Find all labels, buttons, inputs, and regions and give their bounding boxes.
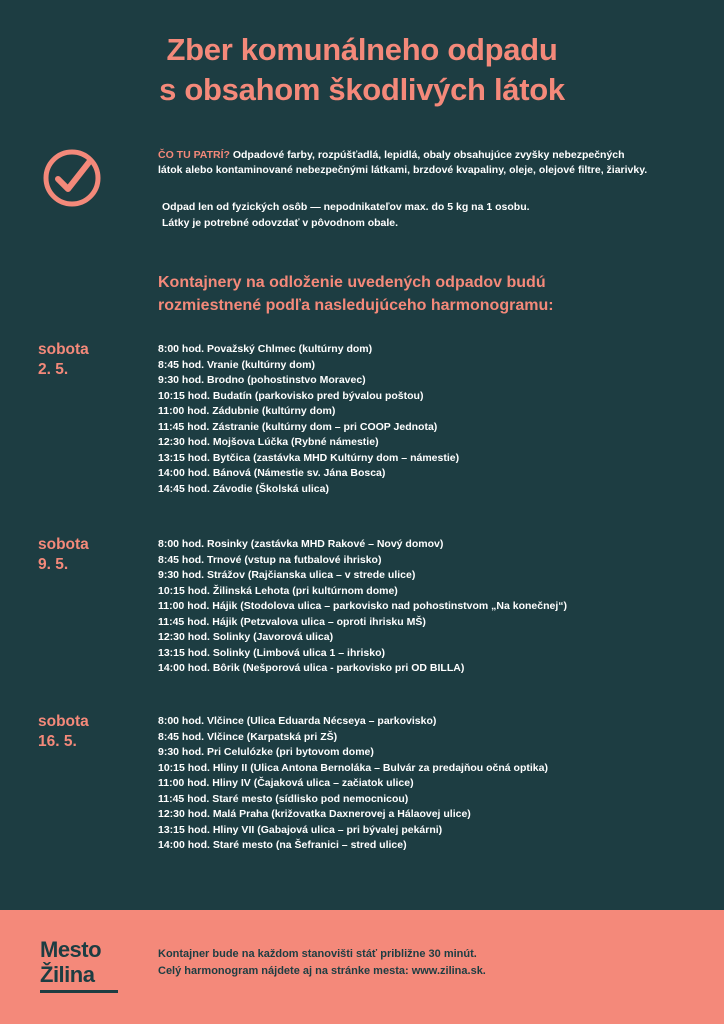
schedule-group-2-list: [158, 537, 698, 677]
city-logo: [40, 938, 118, 993]
schedule-group-1-list: [158, 342, 698, 497]
list-item: 13:15 hod. Hliny VII (Gabajová ulica – pri bývalej pekárni): [158, 823, 443, 836]
city-logo-underline: [40, 990, 118, 993]
intro-lead-label: ČO TU PATRÍ?: [158, 149, 230, 161]
schedule-group-2-date: [38, 535, 148, 575]
schedule-group-3-list: [158, 714, 698, 854]
list-item: 9:30 hod. Pri Celulózke (pri bytovom dome): [158, 746, 374, 759]
list-item: 11:00 hod. Hájik (Stodolova ulica – parkovisko nad pohostinstvom „Na konečnej“): [158, 600, 568, 613]
intro-lead: [158, 148, 648, 178]
list-item: 11:00 hod. Hliny IV (Čajaková ulica – začiatok ulice): [158, 777, 414, 790]
schedule-heading: [158, 272, 658, 317]
footer-bar: [0, 910, 724, 1024]
list-item: 9:30 hod. Strážov (Rajčianska ulica – v strede ulice): [158, 569, 416, 582]
list-item: 12:30 hod. Mojšova Lúčka (Rybné námestie): [158, 436, 379, 449]
list-item: 14:00 hod. Staré mesto (na Šefranici – stred ulice): [158, 839, 407, 852]
list-item: 13:15 hod. Bytčica (zastávka MHD Kultúrny dom – námestie): [158, 451, 460, 464]
schedule-group-2-day: sobota: [38, 536, 89, 553]
list-item: 11:45 hod. Staré mesto (sídlisko pod nemocnicou): [158, 792, 409, 805]
schedule-group-3-date-number: 16. 5.: [38, 733, 77, 751]
schedule-group-1-day: sobota: [38, 341, 89, 358]
page-title: [0, 0, 724, 109]
list-item: 8:45 hod. Vranie (kultúrny dom): [158, 358, 315, 371]
intro-lead-text: Odpadové farby, rozpúšťadlá, lepidlá, obaly obsahujúce zvyšky nebezpečných látok alebo kontaminované nebezpečnými látkami, brzdové kvapaliny, oleje, olejové filtre, žiarivky.: [158, 149, 648, 177]
schedule-group-1: [38, 340, 698, 500]
schedule-heading-line-2: rozmiestnené podľa nasledujúceho harmonogramu:: [158, 296, 554, 314]
list-item: 9:30 hod. Brodno (pohostinstvo Moravec): [158, 374, 366, 387]
list-item: 8:45 hod. Vlčince (Karpatská pri ZŠ): [158, 730, 338, 743]
checkmark-icon: [42, 148, 102, 208]
list-item: 8:00 hod. Rosinky (zastávka MHD Rakové – Nový domov): [158, 538, 444, 550]
list-item: 8:00 hod. Vlčince (Ulica Eduarda Nécseya – parkovisko): [158, 715, 437, 727]
title-line-2: s obsahom škodlivých látok: [159, 71, 565, 107]
city-logo-line-2: Žilina: [40, 961, 95, 987]
footer-text: [158, 946, 678, 980]
schedule-group-2: [38, 535, 698, 685]
title-line-1: Zber komunálneho odpadu: [166, 32, 558, 67]
footer-text-line-1: Kontajner bude na každom stanovišti stáť približne 30 minút.: [158, 948, 477, 960]
schedule-group-2-date-number: 9. 5.: [38, 556, 69, 574]
footer-text-line-2: Celý harmonogram nájdete aj na stránke mesta: www.zilina.sk.: [158, 965, 486, 978]
list-item: 12:30 hod. Malá Praha (križovatka Daxnerovej a Hálaovej ulice): [158, 808, 471, 821]
schedule-group-3-day: sobota: [38, 713, 89, 730]
schedule-group-1-date: [38, 340, 148, 380]
list-item: 12:30 hod. Solinky (Javorová ulica): [158, 631, 334, 644]
schedule-heading-line-1: Kontajnery na odloženie uvedených odpadov budú: [158, 274, 546, 291]
list-item: 14:00 hod. Bôrik (Nešporová ulica - parkovisko pri OD BILLA): [158, 662, 465, 675]
list-item: 10:15 hod. Budatín (parkovisko pred bývalou poštou): [158, 389, 424, 402]
city-logo-line-1: Mesto: [40, 937, 102, 962]
list-item: 11:00 hod. Zádubnie (kultúrny dom): [158, 405, 336, 418]
schedule-group-3: [38, 712, 698, 862]
list-item: 8:00 hod. Považský Chlmec (kultúrny dom): [158, 343, 373, 355]
intro-note-line-1: Odpad len od fyzických osôb — nepodnikateľov max. do 5 kg na 1 osobu.: [162, 201, 530, 214]
schedule-group-1-date-number: 2. 5.: [38, 361, 69, 379]
intro-block: [158, 148, 648, 231]
list-item: 14:00 hod. Bánová (Námestie sv. Jána Bosca): [158, 467, 386, 480]
schedule-group-3-date: [38, 712, 148, 752]
list-item: 13:15 hod. Solinky (Limbová ulica 1 – ihrisko): [158, 646, 385, 659]
list-item: 8:45 hod. Trnové (vstup na futbalové ihrisko): [158, 553, 382, 566]
list-item: 11:45 hod. Zástranie (kultúrny dom – pri COOP Jednota): [158, 420, 438, 433]
list-item: 14:45 hod. Závodie (Školská ulica): [158, 482, 329, 495]
intro-note-line-2: Látky je potrebné odovzdať v pôvodnom obale.: [162, 216, 399, 229]
list-item: 10:15 hod. Žilinská Lehota (pri kultúrnom dome): [158, 584, 398, 597]
list-item: 10:15 hod. Hliny II (Ulica Antona Bernoláka – Bulvár za predajňou očná optika): [158, 761, 548, 774]
list-item: 11:45 hod. Hájik (Petzvalova ulica – oproti ihrisku MŠ): [158, 615, 426, 628]
